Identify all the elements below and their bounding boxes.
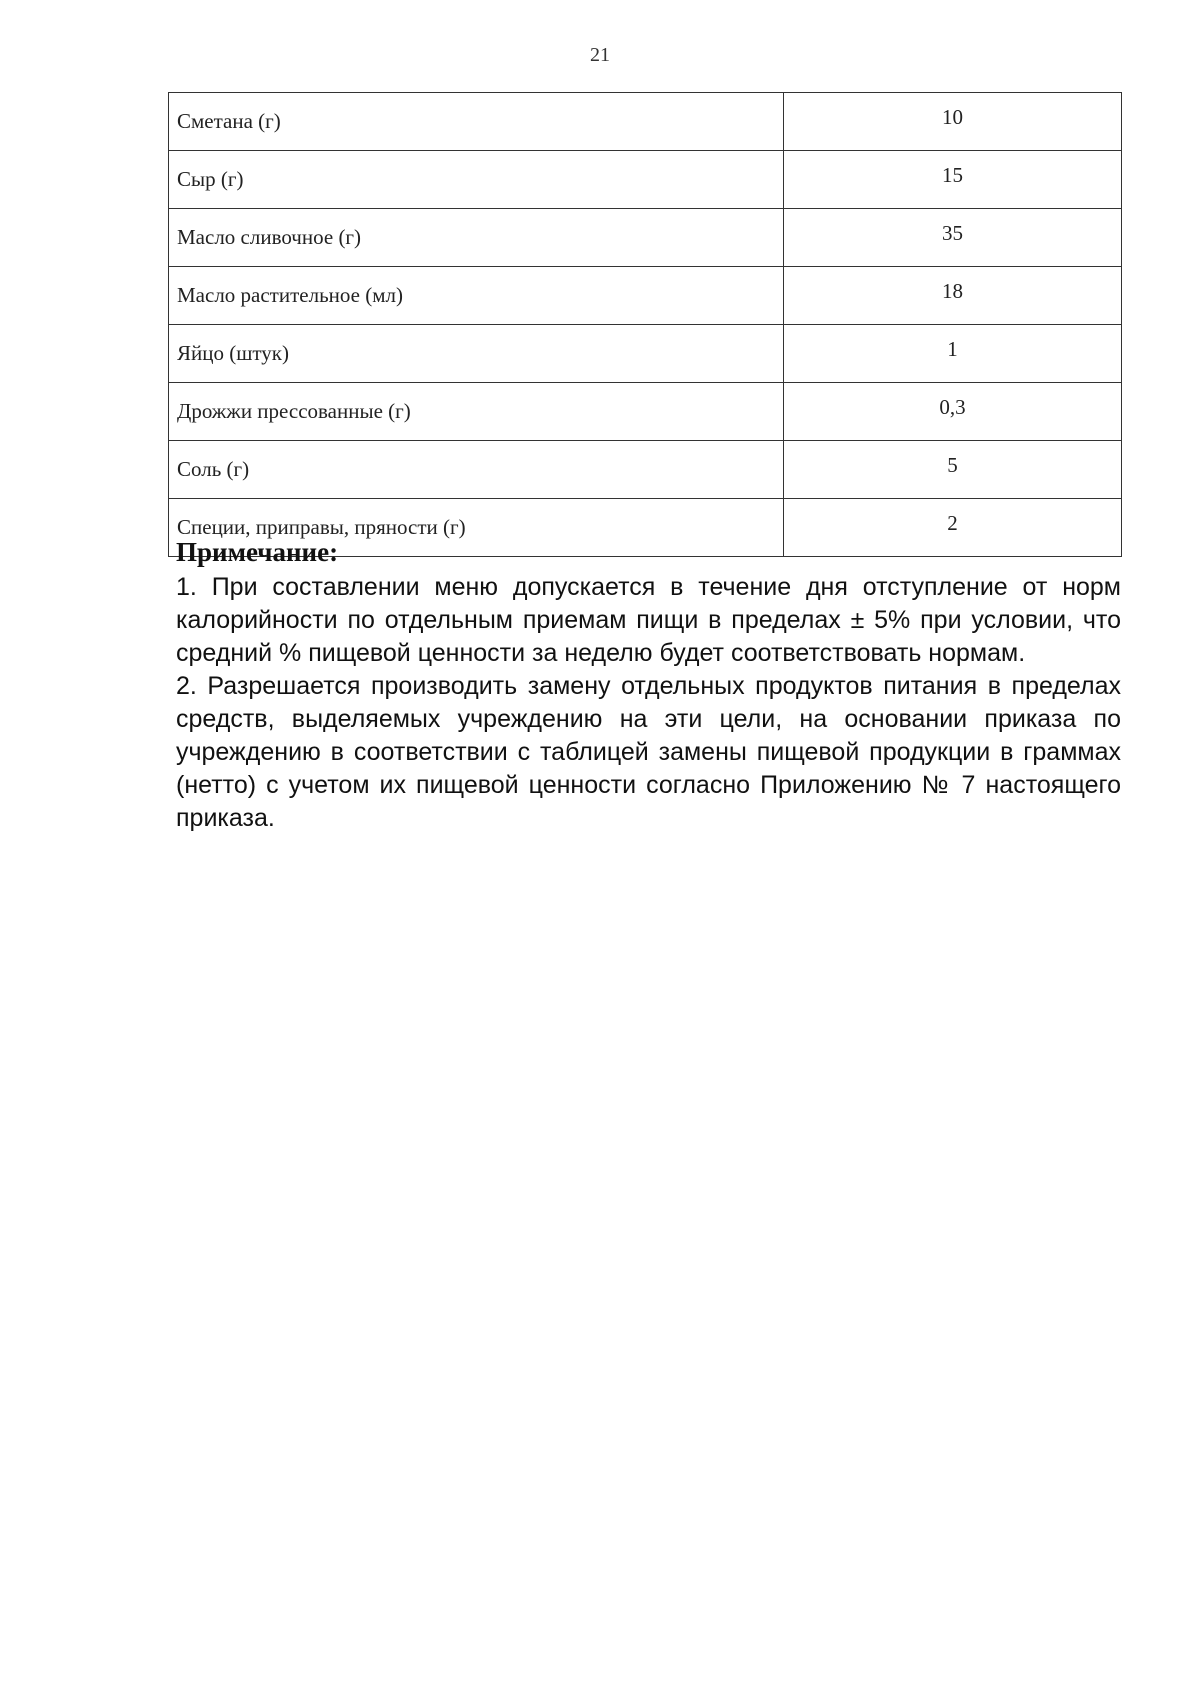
table-row <box>169 441 1122 499</box>
product-amount-cell: 5 <box>784 441 1122 499</box>
product-amount-cell: 15 <box>784 151 1122 209</box>
table-row <box>169 325 1122 383</box>
product-amount-cell: 35 <box>784 209 1122 267</box>
table-row <box>169 93 1122 151</box>
product-name-cell: Дрожжи прессованные (г) <box>169 383 784 441</box>
page-number: 21 <box>590 44 610 66</box>
product-amount-cell: 1 <box>784 325 1122 383</box>
note-item: 2. Разрешается производить замену отдельных продуктов питания в пределах средств, выделяемых учреждению на эти цели, на основании приказа по учреждению в соответствии с таблицей замены пищевой продукции в граммах (нетто) с учетом их пищевой ценности согласно Приложению № 7 настоящего приказа. <box>176 672 1121 832</box>
product-name-cell: Соль (г) <box>169 441 784 499</box>
product-amount-cell: 2 <box>784 499 1122 557</box>
note-item: 1. При составлении меню допускается в течение дня отступление от норм калорийности по отдельным приемам пищи в пределах ± 5% при условии, что средний % пищевой ценности за неделю будет соответствовать нормам. <box>176 573 1121 667</box>
table-row <box>169 151 1122 209</box>
food-norms-table <box>168 92 1122 557</box>
table-row <box>169 383 1122 441</box>
product-name-cell: Сыр (г) <box>169 151 784 209</box>
product-name-cell: Яйцо (штук) <box>169 325 784 383</box>
note-section <box>176 536 1121 835</box>
note-title: Примечание: <box>176 537 339 567</box>
product-name-cell: Масло растительное (мл) <box>169 267 784 325</box>
table-row <box>169 209 1122 267</box>
product-amount-cell: 0,3 <box>784 383 1122 441</box>
product-name-cell: Специи, приправы, пряности (г) <box>169 499 784 557</box>
product-amount-cell: 18 <box>784 267 1122 325</box>
product-amount-cell: 10 <box>784 93 1122 151</box>
table-row <box>169 267 1122 325</box>
product-name-cell: Масло сливочное (г) <box>169 209 784 267</box>
product-name-cell: Сметана (г) <box>169 93 784 151</box>
